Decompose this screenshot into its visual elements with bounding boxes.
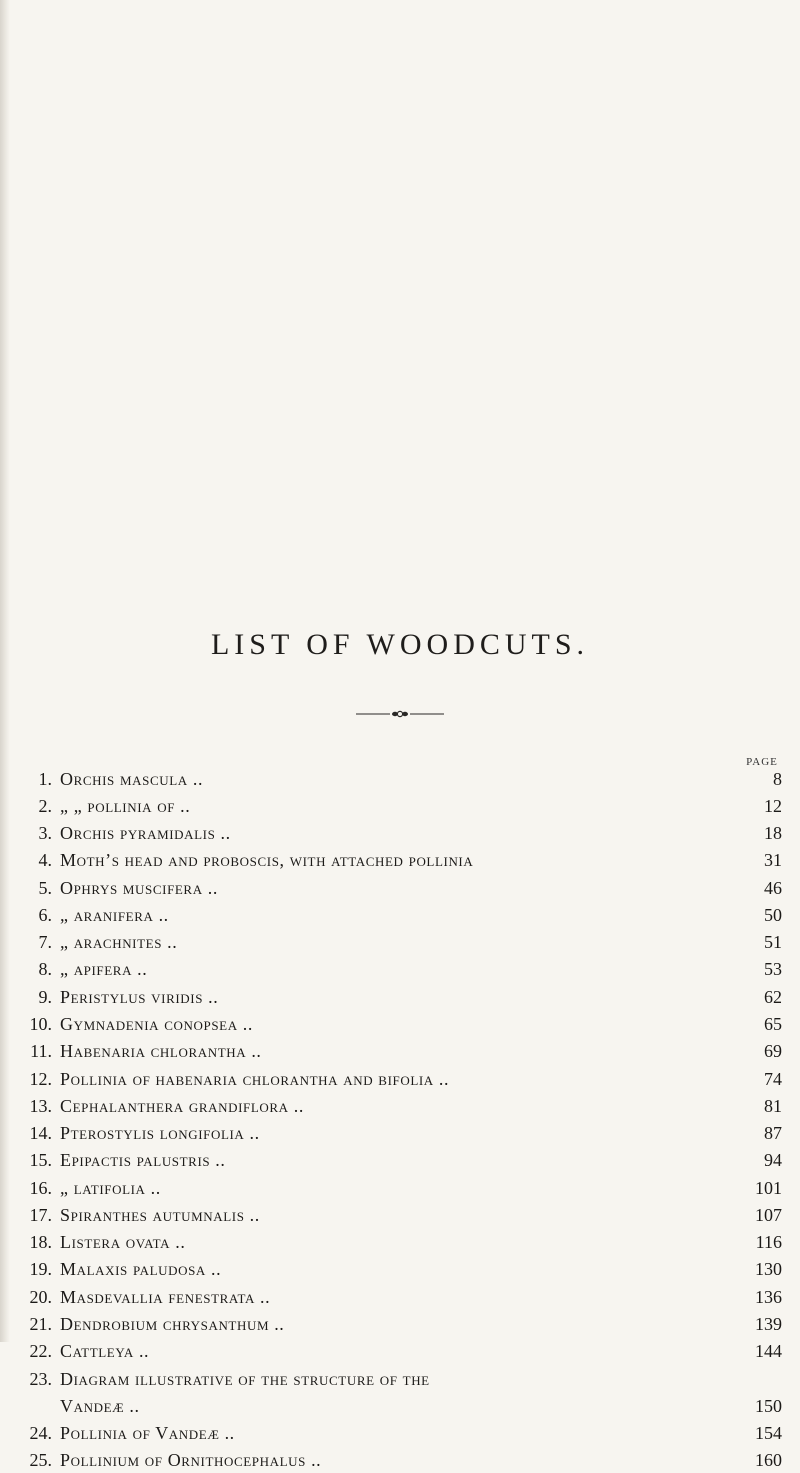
item-number: 18.	[29, 1232, 52, 1252]
item-title	[60, 793, 740, 819]
item-title-text: Dendrobium chrysanthum ..	[60, 1314, 290, 1334]
item-number: 12.	[29, 1069, 52, 1089]
item-number: 14.	[29, 1123, 52, 1143]
item-number: 16.	[29, 1178, 52, 1198]
item-title-text: Pollinium of Ornithocephalus ..	[60, 1450, 327, 1470]
item-page-number: 94	[764, 1150, 782, 1170]
item-number: 6.	[38, 905, 52, 925]
item-title	[60, 1202, 740, 1228]
list-item	[0, 1147, 800, 1173]
item-number: 17.	[29, 1205, 52, 1225]
item-title-text: Pterostylis longifolia ..	[60, 1123, 266, 1143]
item-number: 2.	[38, 796, 52, 816]
item-number: 10.	[29, 1014, 52, 1034]
item-page-number: 74	[764, 1069, 782, 1089]
item-page-number: 53	[764, 959, 782, 979]
list-item	[0, 1202, 800, 1228]
item-title-text: Spiranthes autumnalis ..	[60, 1205, 266, 1225]
item-title-text: „ arachnites ..	[60, 932, 183, 952]
item-number: 7.	[38, 932, 52, 952]
list-item	[0, 1093, 800, 1119]
item-page-number: 65	[764, 1014, 782, 1034]
item-title	[60, 929, 740, 955]
list-item	[0, 1038, 800, 1064]
item-title-text: Pollinia of Vandeæ ..	[60, 1423, 241, 1443]
list-item	[0, 956, 800, 982]
item-title-text: „ latifolia ..	[60, 1178, 167, 1198]
item-title-text: „ „ pollinia of ..	[60, 796, 196, 816]
item-title-text: Cattleya ..	[60, 1341, 155, 1361]
item-title-text: Epipactis palustris ..	[60, 1150, 232, 1170]
item-page-number: 46	[764, 878, 782, 898]
item-title-text: Habenaria chlorantha ..	[60, 1041, 268, 1061]
item-title-text: Orchis pyramidalis ..	[60, 823, 237, 843]
item-page-number: 87	[764, 1123, 782, 1143]
list-item	[0, 1311, 800, 1337]
item-page-number: 144	[755, 1341, 782, 1361]
item-number: 24.	[29, 1423, 52, 1443]
item-number: 5.	[38, 878, 52, 898]
item-title-text: Gymnadenia conopsea ..	[60, 1014, 259, 1034]
item-title-text: Listera ovata ..	[60, 1232, 191, 1252]
title-ornament	[356, 710, 444, 718]
item-page-number: 81	[764, 1096, 782, 1116]
item-number: 1.	[38, 769, 52, 789]
item-title	[60, 1256, 740, 1282]
item-number: 3.	[38, 823, 52, 843]
item-page-number: 12	[764, 796, 782, 816]
item-number: 22.	[29, 1341, 52, 1361]
item-page-number: 8	[773, 769, 782, 789]
list-item	[0, 1011, 800, 1037]
item-title-text: Moth’s head and proboscis, with attached pollinia	[60, 850, 479, 870]
item-title-text: Orchis mascula ..	[60, 769, 209, 789]
item-title	[60, 1447, 740, 1473]
item-title	[60, 956, 740, 982]
item-number: 8.	[38, 959, 52, 979]
item-title	[60, 1038, 740, 1064]
item-title-text: Cephalanthera grandiflora ..	[60, 1096, 310, 1116]
item-page-number: 101	[755, 1178, 782, 1198]
item-number: 4.	[38, 850, 52, 870]
list-item	[0, 929, 800, 955]
item-page-number: 51	[764, 932, 782, 952]
item-title-text: Masdevallia fenestrata ..	[60, 1287, 276, 1307]
item-page-number: 50	[764, 905, 782, 925]
item-number: 15.	[29, 1150, 52, 1170]
item-page-number: 160	[755, 1450, 782, 1470]
item-title	[60, 1093, 740, 1119]
item-title	[60, 875, 740, 901]
item-page-number: 69	[764, 1041, 782, 1061]
item-page-number: 150	[755, 1396, 782, 1416]
list-item	[0, 793, 800, 819]
list-item	[0, 902, 800, 928]
list-item	[0, 820, 800, 846]
list-item	[0, 1366, 800, 1392]
item-page-number: 31	[764, 850, 782, 870]
page-column-header: PAGE	[746, 756, 778, 768]
item-title	[60, 1284, 740, 1310]
item-page-number: 116	[755, 1232, 782, 1252]
item-title	[60, 1011, 740, 1037]
item-number: 25.	[29, 1450, 52, 1470]
item-page-number: 136	[755, 1287, 782, 1307]
list-item	[0, 1256, 800, 1282]
list-item	[0, 1229, 800, 1255]
list-item	[0, 1447, 800, 1473]
item-title	[60, 1147, 740, 1173]
list-item	[0, 1393, 800, 1419]
item-title-text: Vandeæ ..	[60, 1396, 146, 1416]
page-title: LIST OF WOODCUTS.	[210, 628, 590, 661]
list-item	[0, 766, 800, 792]
item-title	[60, 984, 740, 1010]
list-item	[0, 875, 800, 901]
list-item	[0, 847, 800, 873]
item-number: 11.	[30, 1041, 52, 1061]
item-title	[60, 1175, 740, 1201]
item-title-text: „ aranifera ..	[60, 905, 175, 925]
list-item	[0, 1420, 800, 1446]
item-title	[60, 1420, 740, 1446]
item-number: 13.	[29, 1096, 52, 1116]
item-title	[60, 820, 740, 846]
item-page-number: 139	[755, 1314, 782, 1334]
item-number: 20.	[29, 1287, 52, 1307]
list-item	[0, 1120, 800, 1146]
item-page-number: 130	[755, 1259, 782, 1279]
item-title-text: Ophrys muscifera ..	[60, 878, 224, 898]
item-number: 9.	[38, 987, 52, 1007]
item-title	[60, 847, 740, 873]
item-title-text: Malaxis paludosa ..	[60, 1259, 227, 1279]
item-title	[60, 766, 740, 792]
list-item	[0, 1175, 800, 1201]
item-page-number: 154	[755, 1423, 782, 1443]
item-title	[60, 1229, 740, 1255]
item-number: 19.	[29, 1259, 52, 1279]
item-title-text: Pollinia of habenaria chlorantha and bifolia ..	[60, 1069, 455, 1089]
item-page-number: 18	[764, 823, 782, 843]
item-number: 21.	[29, 1314, 52, 1334]
item-page-number: 107	[755, 1205, 782, 1225]
item-title	[60, 1066, 740, 1092]
list-item	[0, 1284, 800, 1310]
item-number: 23.	[29, 1369, 52, 1389]
list-item	[0, 984, 800, 1010]
item-page-number: 62	[764, 987, 782, 1007]
item-title	[60, 1311, 740, 1337]
item-title-text: „ apifera ..	[60, 959, 153, 979]
item-title	[60, 1366, 740, 1392]
item-title-text: Peristylus viridis ..	[60, 987, 224, 1007]
list-item	[0, 1066, 800, 1092]
item-title	[60, 1120, 740, 1146]
item-title	[60, 1393, 740, 1419]
item-title-text: Diagram illustrative of the structure of the	[60, 1369, 436, 1389]
item-title	[60, 902, 740, 928]
